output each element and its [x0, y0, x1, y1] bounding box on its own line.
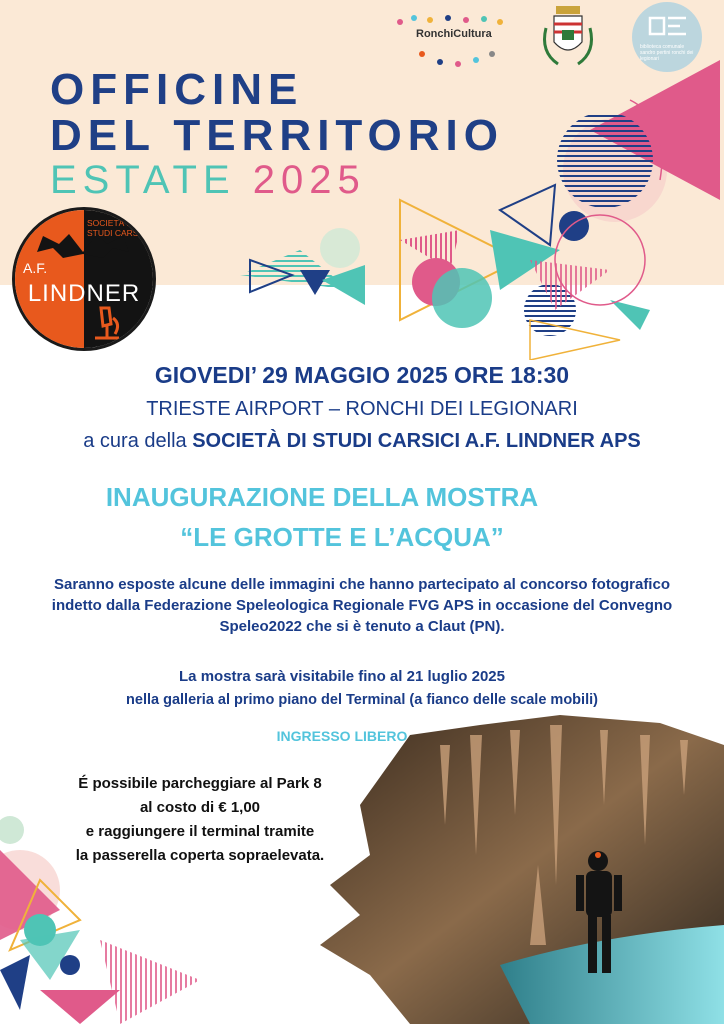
- geometric-decoration: [200, 60, 724, 360]
- parking-line: É possibile parcheggiare al Park 8: [78, 775, 322, 792]
- description-line: indetto dalla Federazione Speleologica Regionale FVG APS in occasione del Convegno: [51, 597, 673, 614]
- title-season: ESTATE: [50, 158, 236, 202]
- parking-line: e raggiungere il terminal tramite: [85, 823, 315, 840]
- description-line: Speleo2022 che si è tenuto a Claut (PN).: [219, 618, 505, 635]
- parking-line: la passerella coperta sopraelevata.: [75, 847, 325, 864]
- exhibition-title-2: “LE GROTTE E L’ACQUA”: [180, 522, 504, 552]
- lindner-society-label: SOCIETÀ DI STUDI CARSICI: [87, 218, 150, 238]
- ronchicultura-logo: RonchiCultura: [416, 28, 492, 40]
- organizer-name: SOCIETÀ DI STUDI CARSICI A.F. LINDNER APS: [192, 430, 641, 452]
- free-entry: INGRESSO LIBERO: [276, 728, 408, 744]
- library-mark-icon: [646, 12, 690, 40]
- gallery-location: nella galleria al primo piano del Terminal (a fianco delle scale mobili): [126, 692, 598, 708]
- visible-until: La mostra sarà visitabile fino al 21 luglio 2025: [179, 668, 505, 685]
- microscope-icon: [87, 304, 127, 344]
- cave-photo: [300, 715, 724, 1024]
- exhibition-description: [0, 574, 724, 637]
- lindner-logo: [12, 207, 156, 351]
- event-location: TRIESTE AIRPORT – RONCHI DEI LEGIONARI: [146, 398, 578, 420]
- parking-line: al costo di € 1,00: [139, 799, 261, 816]
- lindner-name: LINDNER: [27, 280, 141, 307]
- title-year: 2025: [252, 158, 366, 202]
- exhibition-title-1: INAUGURAZIONE DELLA MOSTRA: [105, 482, 539, 512]
- lindner-initials: A.F.: [23, 260, 48, 276]
- bottom-left-decoration: [0, 790, 230, 1024]
- organizer-prefix: a cura della: [83, 430, 187, 452]
- event-organizer: [0, 430, 724, 453]
- library-logo-text: biblioteca comunale sandro pertini ronchi dei legionari: [640, 44, 694, 62]
- title-line-1: OFFICINE: [50, 65, 304, 114]
- event-date-time: GIOVEDI’ 29 MAGGIO 2025 ORE 18:30: [154, 362, 570, 388]
- title-line-2: DEL TERRITORIO: [50, 111, 504, 160]
- description-line: Saranno esposte alcune delle immagini che hanno partecipato al concorso fotografico: [54, 576, 670, 593]
